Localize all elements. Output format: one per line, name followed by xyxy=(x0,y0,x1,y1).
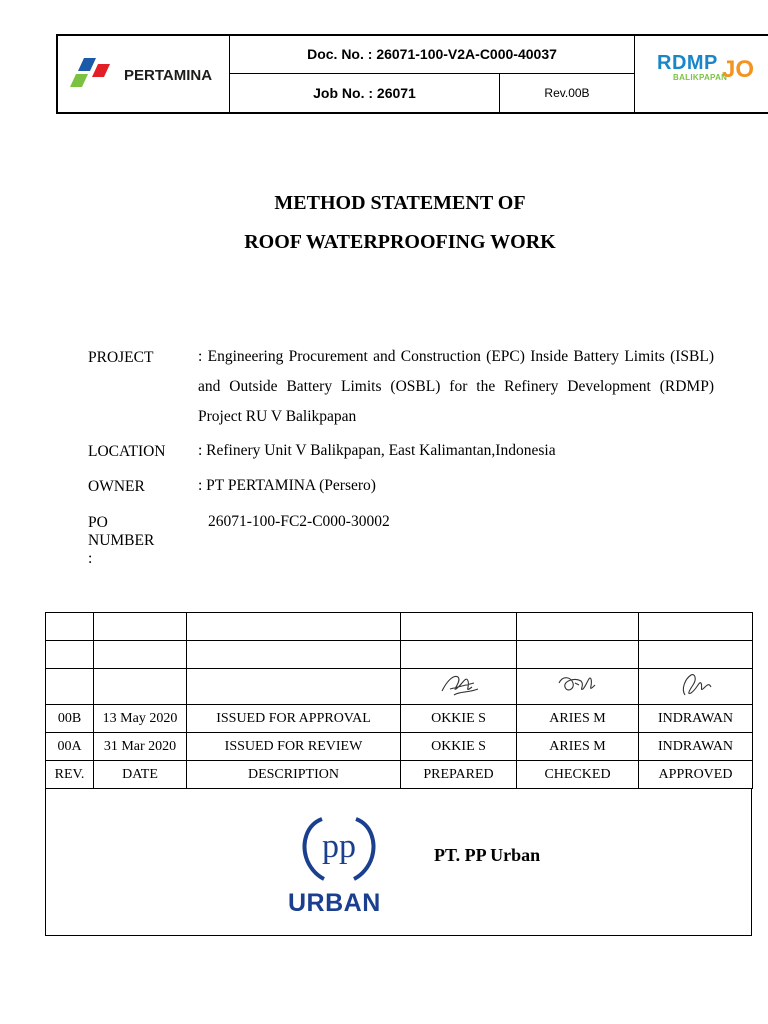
prepared-signature xyxy=(401,669,517,705)
prepared-cell: OKKIE S xyxy=(401,705,517,733)
contractor-footer xyxy=(45,789,752,936)
header-date: DATE xyxy=(94,761,187,789)
owner-value: : PT PERTAMINA (Persero) xyxy=(198,477,376,494)
table-row xyxy=(46,705,753,733)
rdmp-logo-main: RDMP xyxy=(657,52,718,74)
location-label: LOCATION xyxy=(88,443,166,460)
doc-number: Doc. No. : 26071-100-V2A-C000-40037 xyxy=(230,36,635,74)
project-value: : Engineering Procurement and Construction (EPC) Inside Battery Limits (ISBL) and Outside Battery Limits (OSBL) for the Refinery Development (RDMP) Project RU V Balikpapan xyxy=(198,348,714,425)
svg-text:pp: pp xyxy=(322,828,356,865)
project-label: PROJECT xyxy=(88,349,154,366)
checked-cell: ARIES M xyxy=(517,733,639,761)
rev-cell: 00A xyxy=(46,733,94,761)
revision-table xyxy=(45,612,753,789)
header-approved: APPROVED xyxy=(639,761,753,789)
document-header xyxy=(56,34,768,114)
date-cell: 13 May 2020 xyxy=(94,705,187,733)
approved-cell: INDRAWAN xyxy=(639,733,753,761)
header-rev: REV. xyxy=(46,761,94,789)
signature-icon xyxy=(434,669,484,699)
signature-icon xyxy=(553,669,603,699)
pertamina-logo-cell xyxy=(58,36,230,112)
po-value: 26071-100-FC2-C000-30002 xyxy=(208,513,390,530)
rev-cell: 00B xyxy=(46,705,94,733)
pertamina-logo-text: PERTAMINA xyxy=(124,67,213,84)
document-title-line1: METHOD STATEMENT OF xyxy=(274,192,526,214)
header-checked: CHECKED xyxy=(517,761,639,789)
table-row-empty xyxy=(46,641,753,669)
header-description: DESCRIPTION xyxy=(187,761,401,789)
revision-number: Rev.00B xyxy=(500,74,635,112)
signature-icon xyxy=(671,669,721,699)
prepared-cell: OKKIE S xyxy=(401,733,517,761)
table-row xyxy=(46,733,753,761)
checked-cell: ARIES M xyxy=(517,705,639,733)
description-cell: ISSUED FOR APPROVAL xyxy=(187,705,401,733)
pp-urban-logo-icon xyxy=(298,813,380,883)
contractor-name: PT. PP Urban xyxy=(434,845,541,865)
po-label: PO NUMBER : xyxy=(88,514,155,567)
document-title-line2: ROOF WATERPROOFING WORK xyxy=(244,231,556,253)
table-row-empty xyxy=(46,613,753,641)
rdmp-logo-jo: JO xyxy=(722,56,755,83)
pp-urban-logo-word: URBAN xyxy=(288,889,381,917)
location-value: : Refinery Unit V Balikpapan, East Kalimantan,Indonesia xyxy=(198,442,556,459)
approved-signature xyxy=(639,669,753,705)
rdmp-logo-sub: BALIKPAPAN xyxy=(673,73,728,82)
signature-row xyxy=(46,669,753,705)
rdmp-logo xyxy=(635,36,768,112)
header-prepared: PREPARED xyxy=(401,761,517,789)
description-cell: ISSUED FOR REVIEW xyxy=(187,733,401,761)
table-header-row xyxy=(46,761,753,789)
approved-cell: INDRAWAN xyxy=(639,705,753,733)
checked-signature xyxy=(517,669,639,705)
job-number: Job No. : 26071 xyxy=(230,74,500,112)
owner-label: OWNER xyxy=(88,478,145,495)
pertamina-logo-icon xyxy=(70,54,122,94)
date-cell: 31 Mar 2020 xyxy=(94,733,187,761)
